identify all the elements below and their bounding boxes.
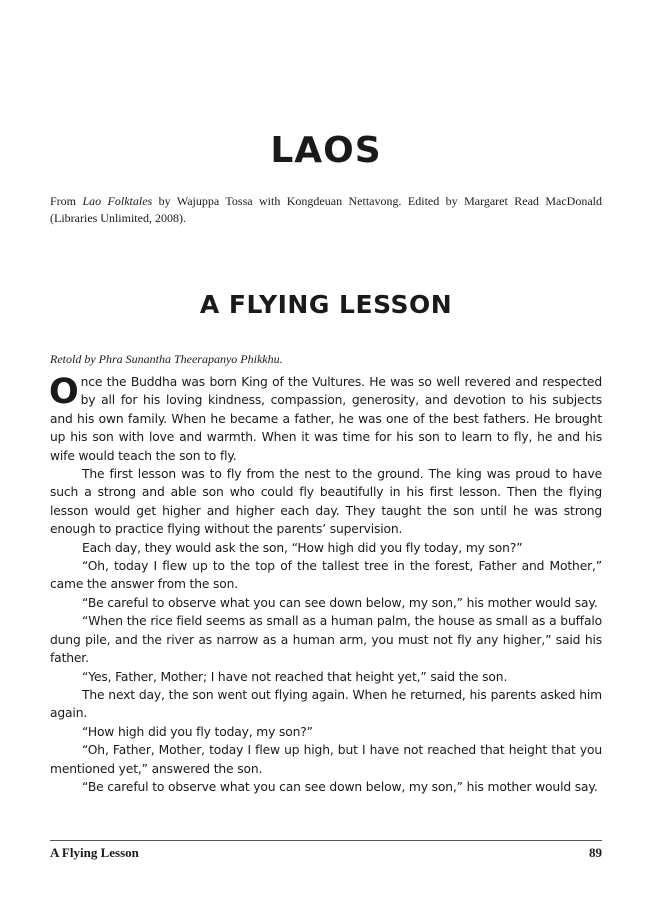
first-paragraph-text: nce the Buddha was born King of the Vultures. He was so well revered and respected by all for his loving kindness, compassion, generosity, and devotion to his subjects and his own family. When he became a father, he was one of the best fathers. He brought up his son with love and warmth. When it was time for his son to learn to fly, he and his wife would teach the son to fly. — [50, 375, 602, 463]
footer-running-title: A Flying Lesson — [50, 845, 139, 860]
story-paragraph: “Oh, Father, Mother, today I flew up high, but I have not reached that height that you mentioned yet,” answered the son. — [50, 743, 602, 776]
story-paragraph: “Oh, today I flew up to the top of the tallest tree in the forest, Father and Mother,” came the answer from the son. — [50, 559, 602, 592]
drop-cap: O — [49, 372, 79, 412]
chapter-title: LAOS — [270, 130, 382, 171]
story-title: A FLYING LESSON — [199, 290, 453, 319]
story-paragraph: “Yes, Father, Mother; I have not reached that height yet,” said the son. — [82, 669, 508, 684]
story-paragraph: Each day, they would ask the son, “How high did you fly today, my son?” — [82, 540, 523, 555]
page-number: 89 — [589, 845, 602, 860]
retold-by-credit: Retold by Phra Sunantha Theerapanyo Phikkhu. — [50, 352, 283, 366]
source-suffix: by Wajuppa Tossa with Kongdeuan Nettavong. Edited by Margaret Read MacDonald (Libraries Unlimited, 2008). — [50, 194, 602, 225]
story-paragraph: “Be careful to observe what you can see down below, my son,” his mother would say. — [82, 595, 598, 610]
book-page — [50, 0, 602, 907]
story-body — [50, 373, 602, 796]
story-paragraph — [50, 373, 602, 465]
source-book-title: Lao Folktales — [82, 194, 153, 208]
footer-divider — [50, 840, 602, 841]
source-citation — [50, 193, 602, 227]
story-paragraph: “How high did you fly today, my son?” — [82, 724, 313, 739]
source-prefix: From — [50, 194, 83, 208]
story-paragraph: “When the rice field seems as small as a human palm, the house as small as a buffalo dung pile, and the river as narrow as a human arm, you must not fly any higher,” said his father. — [50, 614, 602, 666]
story-paragraph: The next day, the son went out flying again. When he returned, his parents asked him again. — [50, 687, 602, 721]
story-paragraph: The first lesson was to fly from the nest to the ground. The king was proud to have such a strong and able son who could fly beautifully in his first lesson. Then the flying lesson would get higher and higher each day. They taught the son until he was strong enough to practice flying without the parents’ supervision. — [50, 467, 602, 537]
story-paragraph: “Be careful to observe what you can see down below, my son,” his mother would say. — [82, 779, 598, 794]
